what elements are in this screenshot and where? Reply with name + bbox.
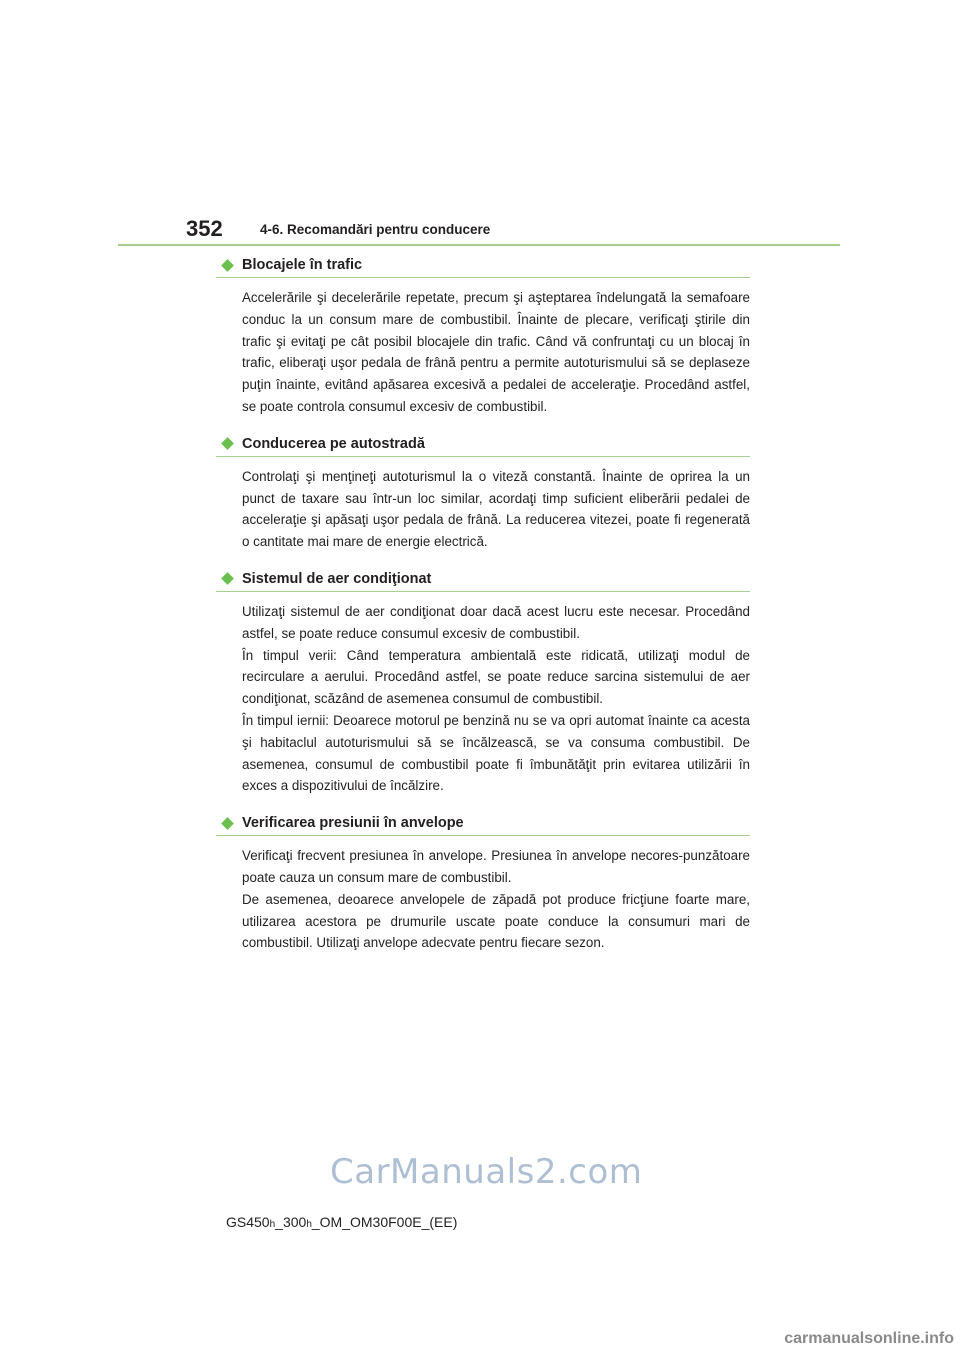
section-traffic-jams (216, 253, 750, 418)
section-air-conditioning (216, 567, 750, 797)
paragraph: În timpul verii: Când temperatura ambientală este ridicată, utilizaţi modul de recirculare a aerului. Procedând astfel, se poate reduce sarcina sistemului de aer condiţionat, scăzând de asemenea consumul de combustibil. (242, 647, 750, 707)
watermark-logo: CarManuals2.com (330, 1152, 643, 1192)
section-heading (216, 811, 750, 836)
section-heading (216, 432, 750, 457)
diamond-bullet-icon (221, 259, 234, 272)
header-divider (118, 244, 840, 246)
site-watermark: carmanualsonline.info (784, 1330, 954, 1347)
chapter-title: 4-6. Recomandări pentru conducere (260, 222, 491, 237)
diamond-bullet-icon (221, 437, 234, 450)
section-tire-pressure (216, 811, 750, 954)
paragraph: De asemenea, deoarece anvelopele de zăpadă pot produce fricţiune foarte mare, utilizarea acestora pe drumurile uscate poate conduce la consumuri mari de combustibil. Utilizaţi anvelope adecvate pentru fiecare sezon. (242, 891, 750, 951)
section-title: Blocajele în trafic (242, 257, 363, 273)
section-title: Sistemul de aer condiţionat (242, 570, 432, 587)
document-code (226, 1214, 457, 1230)
section-title: Verificarea presiunii în anvelope (242, 815, 464, 832)
page-header (118, 214, 840, 248)
section-title: Conducerea pe autostradă (242, 435, 425, 452)
code-part: GS450 (226, 1214, 270, 1230)
code-subscript: h (306, 1219, 312, 1230)
paragraph: Verificaţi frecvent presiunea în anvelope. Presiunea în anvelope necores-punzătoare poate cauza un consum mare de combustibil. (242, 848, 750, 885)
diamond-bullet-icon (221, 573, 234, 586)
paragraph: În timpul iernii: Deoarece motorul pe benzină nu se va opri automat înainte ca acesta şi habitaclul autoturismului să se încălzească, se va consuma combustibil. De asemenea, consumul de combustibil poate fi îmbunătăţit prin evitarea utilizării în exces a dispozitivului de încălzire. (242, 712, 750, 794)
page-content (216, 253, 750, 968)
code-part: _300 (275, 1214, 307, 1230)
code-subscript: h (269, 1219, 276, 1230)
diamond-bullet-icon (221, 817, 234, 830)
paragraph: Accelerările şi decelerările repetate, precum şi aşteptarea îndelungată la semafoare conduc la un consum mare de combustibil. Înainte de plecare, verificaţi ştirile din trafic şi evitaţi pe cât posibil blocajele din trafic. Când vă confruntaţi cu un blocaj în trafic, eliberaţi uşor pedala de frână pentru a permite autoturismului să se deplaseze puţin înainte, evitând apăsarea excesivă a pedalei de acceleraţie. Procedând astfel, se poate controla consumul excesiv de combustibil. (242, 290, 750, 414)
section-heading (216, 253, 750, 278)
code-part: _OM_OM30F00E_(EE) (311, 1214, 458, 1230)
paragraph: Utilizaţi sistemul de aer condiţionat doar dacă acest lucru este necesar. Procedând astfel, se poate reduce consumul excesiv de combustibil. (242, 603, 750, 641)
page-number: 352 (186, 216, 223, 241)
section-heading (216, 567, 750, 592)
section-highway-driving (216, 432, 750, 553)
paragraph: Controlaţi şi menţineţi autoturismul la o viteză constantă. Înainte de oprirea la un punct de taxare sau într-un loc similar, acordaţi timp suficient eliberării pedalei de acceleraţie şi apăsaţi uşor pedala de frână. La reducerea vitezei, poate fi regenerată o cantitate mai mare de energie electrică. (242, 468, 750, 550)
